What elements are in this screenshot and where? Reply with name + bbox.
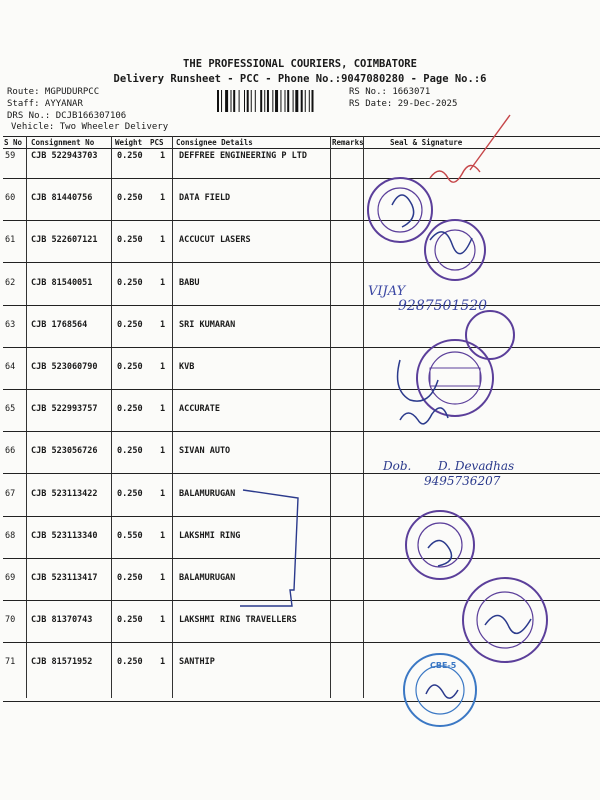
stamp-text-cbe: CBE-5 [430, 661, 457, 670]
row-weight: 0.250 [117, 615, 143, 626]
handwritten-receiver-name: D. Devadhas [438, 459, 515, 473]
row-consignment-no: CJB 522993757 [31, 404, 98, 415]
row-sno: 71 [5, 657, 16, 668]
row-pcs: 1 [160, 319, 166, 330]
bank-seal-stamp [398, 311, 514, 424]
row-sno: 64 [5, 362, 16, 372]
row-sno: 61 [5, 235, 16, 246]
rs-date: RS Date: 29-Dec-2025 [349, 99, 458, 109]
signature-scribble [430, 115, 510, 182]
row-consignment-no: CJB 523060790 [31, 362, 98, 372]
row-consignee: ACCUCUT LASERS [179, 235, 251, 246]
row-sno: 60 [5, 193, 16, 204]
row-consignee: SIVAN AUTO [179, 446, 231, 457]
row-consignment-no: CJB 81370743 [31, 615, 93, 626]
row-sno: 70 [5, 615, 16, 626]
row-consignee: ACCURATE [179, 404, 220, 415]
row-consignee: LAKSHMI RING [179, 530, 241, 541]
row-consignee: LAKSHMI RING TRAVELLERS [179, 615, 297, 626]
row-weight: 0.250 [117, 151, 143, 161]
row-weight: 0.250 [117, 404, 143, 415]
row-pcs: 1 [160, 151, 166, 161]
staff-label: Staff: AYYANAR [7, 99, 83, 109]
travels-seal-stamp [406, 511, 547, 662]
row-sno: 65 [5, 404, 16, 415]
row-consignment-no: CJB 522607121 [31, 235, 98, 246]
col-header-pcs: PCS [150, 138, 164, 147]
row-consignee: BALAMURUGAN [179, 488, 236, 499]
col-header-consignment: Consignment No [31, 138, 95, 147]
row-sno: 63 [5, 319, 16, 330]
row-pcs: 1 [160, 657, 166, 668]
handwritten-name: VIJAY [368, 284, 406, 299]
row-pcs: 1 [160, 277, 166, 288]
row-consignment-no: CJB 523056726 [31, 446, 98, 457]
row-weight: 0.550 [117, 530, 143, 541]
row-pcs: 1 [160, 404, 166, 415]
row-consignee: BABU [179, 277, 200, 288]
row-consignee: DEFFREE ENGINEERING P LTD [179, 151, 307, 161]
row-consignee: DATA FIELD [179, 193, 231, 204]
col-header-sno: S No [4, 138, 23, 147]
bracket-mark [240, 490, 298, 606]
row-weight: 0.250 [117, 488, 143, 499]
row-consignment-no: CJB 523113417 [31, 573, 98, 583]
col-header-remarks: Remarks [332, 138, 364, 147]
row-consignment-no: CJB 81571952 [31, 657, 93, 668]
route-label: Route: MGPUDURPCC [7, 87, 100, 97]
row-sno: 67 [5, 488, 16, 499]
row-pcs: 1 [160, 530, 166, 541]
row-pcs: 1 [160, 446, 166, 457]
row-consignment-no: CJB 522943703 [31, 151, 98, 161]
row-weight: 0.250 [117, 573, 143, 583]
row-sno: 59 [5, 151, 16, 161]
row-sno: 68 [5, 530, 16, 541]
row-consignment-no: CJB 523113340 [31, 530, 98, 541]
vehicle-label: Vehicle: Two Wheeler Delivery [11, 122, 169, 132]
rs-number: RS No.: 1663071 [349, 87, 431, 97]
row-consignment-no: CJB 81440756 [31, 193, 93, 204]
row-pcs: 1 [160, 362, 166, 372]
handwritten-initials: Dob. [383, 459, 412, 473]
runsheet-subtitle: Delivery Runsheet - PCC - Phone No.:9047080280 - Page No.:6 [113, 73, 487, 85]
row-weight: 0.250 [117, 277, 143, 288]
company-title: THE PROFESSIONAL COURIERS, COIMBATORE [183, 58, 417, 70]
handwritten-receiver-phone: 9495736207 [424, 474, 501, 488]
row-consignee: KVB [179, 362, 195, 372]
row-pcs: 1 [160, 615, 166, 626]
row-consignment-no: CJB 1768564 [31, 319, 88, 330]
row-weight: 0.250 [117, 362, 143, 372]
col-header-weight: Weight [115, 138, 143, 147]
drs-number: DRS No.: DCJB166307106 [7, 111, 127, 121]
row-weight: 0.250 [117, 319, 143, 330]
row-pcs: 1 [160, 193, 166, 204]
row-consignment-no: CJB 523113422 [31, 488, 98, 499]
row-pcs: 1 [160, 573, 166, 583]
row-sno: 69 [5, 573, 16, 583]
row-consignment-no: CJB 81540051 [31, 277, 93, 288]
col-header-consignee: Consignee Details [176, 138, 253, 147]
row-weight: 0.250 [117, 193, 143, 204]
row-consignee: SRI KUMARAN [179, 319, 236, 330]
row-sno: 62 [5, 277, 16, 288]
row-weight: 0.250 [117, 657, 143, 668]
row-pcs: 1 [160, 235, 166, 246]
handwritten-phone: 9287501520 [398, 298, 488, 314]
row-consignee: SANTHIP [179, 657, 215, 668]
row-pcs: 1 [160, 488, 166, 499]
row-weight: 0.250 [117, 235, 143, 246]
row-weight: 0.250 [117, 446, 143, 457]
col-header-seal: Seal & Signature [390, 138, 463, 147]
company-seal-stamp [368, 178, 485, 280]
row-sno: 66 [5, 446, 16, 457]
row-consignee: BALAMURUGAN [179, 573, 236, 583]
